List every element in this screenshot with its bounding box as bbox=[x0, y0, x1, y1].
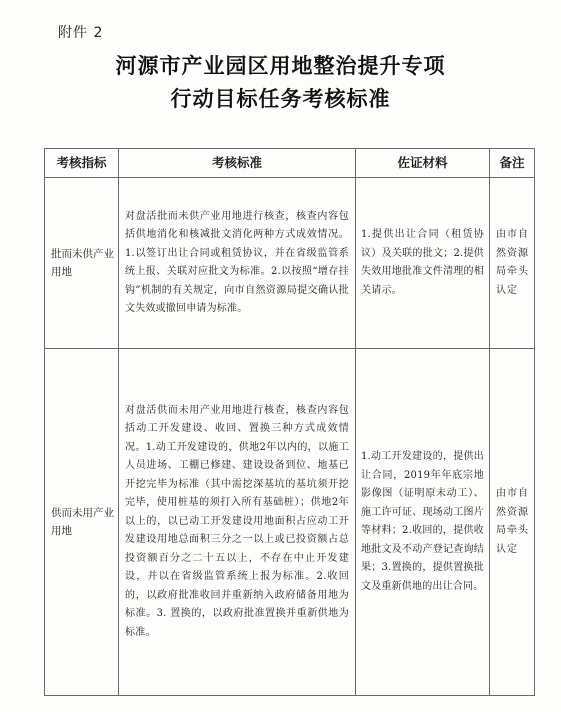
header-standard: 考核标准 bbox=[119, 149, 356, 178]
document-title-line-2: 行动目标任务考核标准 bbox=[170, 86, 391, 111]
evidence-cell: 1.动工开发建设的，提供出让合同，2019年年底宗地影像图（证明原未动工）、施工许可证、现场动工图片等材料；2.收回的，提供收地批文及不动产登记查询结果；3.置换的，提供置换批文及重新供地的出让合同。 bbox=[356, 349, 490, 696]
table-header-row bbox=[45, 149, 535, 178]
table-row bbox=[45, 178, 535, 349]
standard-cell: 对盘活供而未用产业用地进行核查，核查内容包括动工开发建设、收回、置换三种方式成效情况。1.动工开发建设的，供地2年以内的，以施工人员进场、工棚已修建、建设设备到位、地基已开挖完毕为标准（其中需挖深基坑的基坑须开挖完毕，使用桩基的须打入所有基础桩）；供地2年以上的，以已动工开发建设用地面积占应动工开发建设用地总面积三分之一以上或已投资额占总投资额百分之二十五以上，不存在中止开发建设，并以在省级监管系统上报为标准。2.收回的，以政府批准收回并重新纳入政府储备用地为标准。3. 置换的，以政府批准置换并重新供地为标准。 bbox=[119, 349, 356, 696]
document-title-line-1: 河源市产业园区用地整治提升专项 bbox=[115, 53, 446, 78]
header-indicator: 考核指标 bbox=[45, 149, 119, 178]
table-row bbox=[45, 349, 535, 696]
header-note: 备注 bbox=[490, 149, 535, 178]
note-cell: 由市自然资源局牵头认定 bbox=[490, 178, 535, 349]
assessment-table bbox=[44, 148, 535, 696]
indicator-cell: 批而未供产业用地 bbox=[45, 178, 119, 349]
indicator-cell: 供而未用产业用地 bbox=[45, 349, 119, 696]
standard-cell: 对盘活批而未供产业用地进行核查，核查内容包括供地消化和核减批文消化两种方式成效情况。1.以签订出让合同或租赁协议，并在省级监管系统上报、关联对应批文为标准。2.以按照“增存挂钩”机制的有关规定，向市自然资源局提交确认批文失效或撤回申请为标准。 bbox=[119, 178, 356, 349]
evidence-cell: 1.提供出让合同（租赁协议）及关联的批文；2.提供失效用地批准文件清理的相关请示。 bbox=[356, 178, 490, 349]
note-cell: 由市自然资源局牵头认定 bbox=[490, 349, 535, 696]
attachment-label: 附件 2 bbox=[58, 25, 104, 41]
header-evidence: 佐证材料 bbox=[356, 149, 490, 178]
